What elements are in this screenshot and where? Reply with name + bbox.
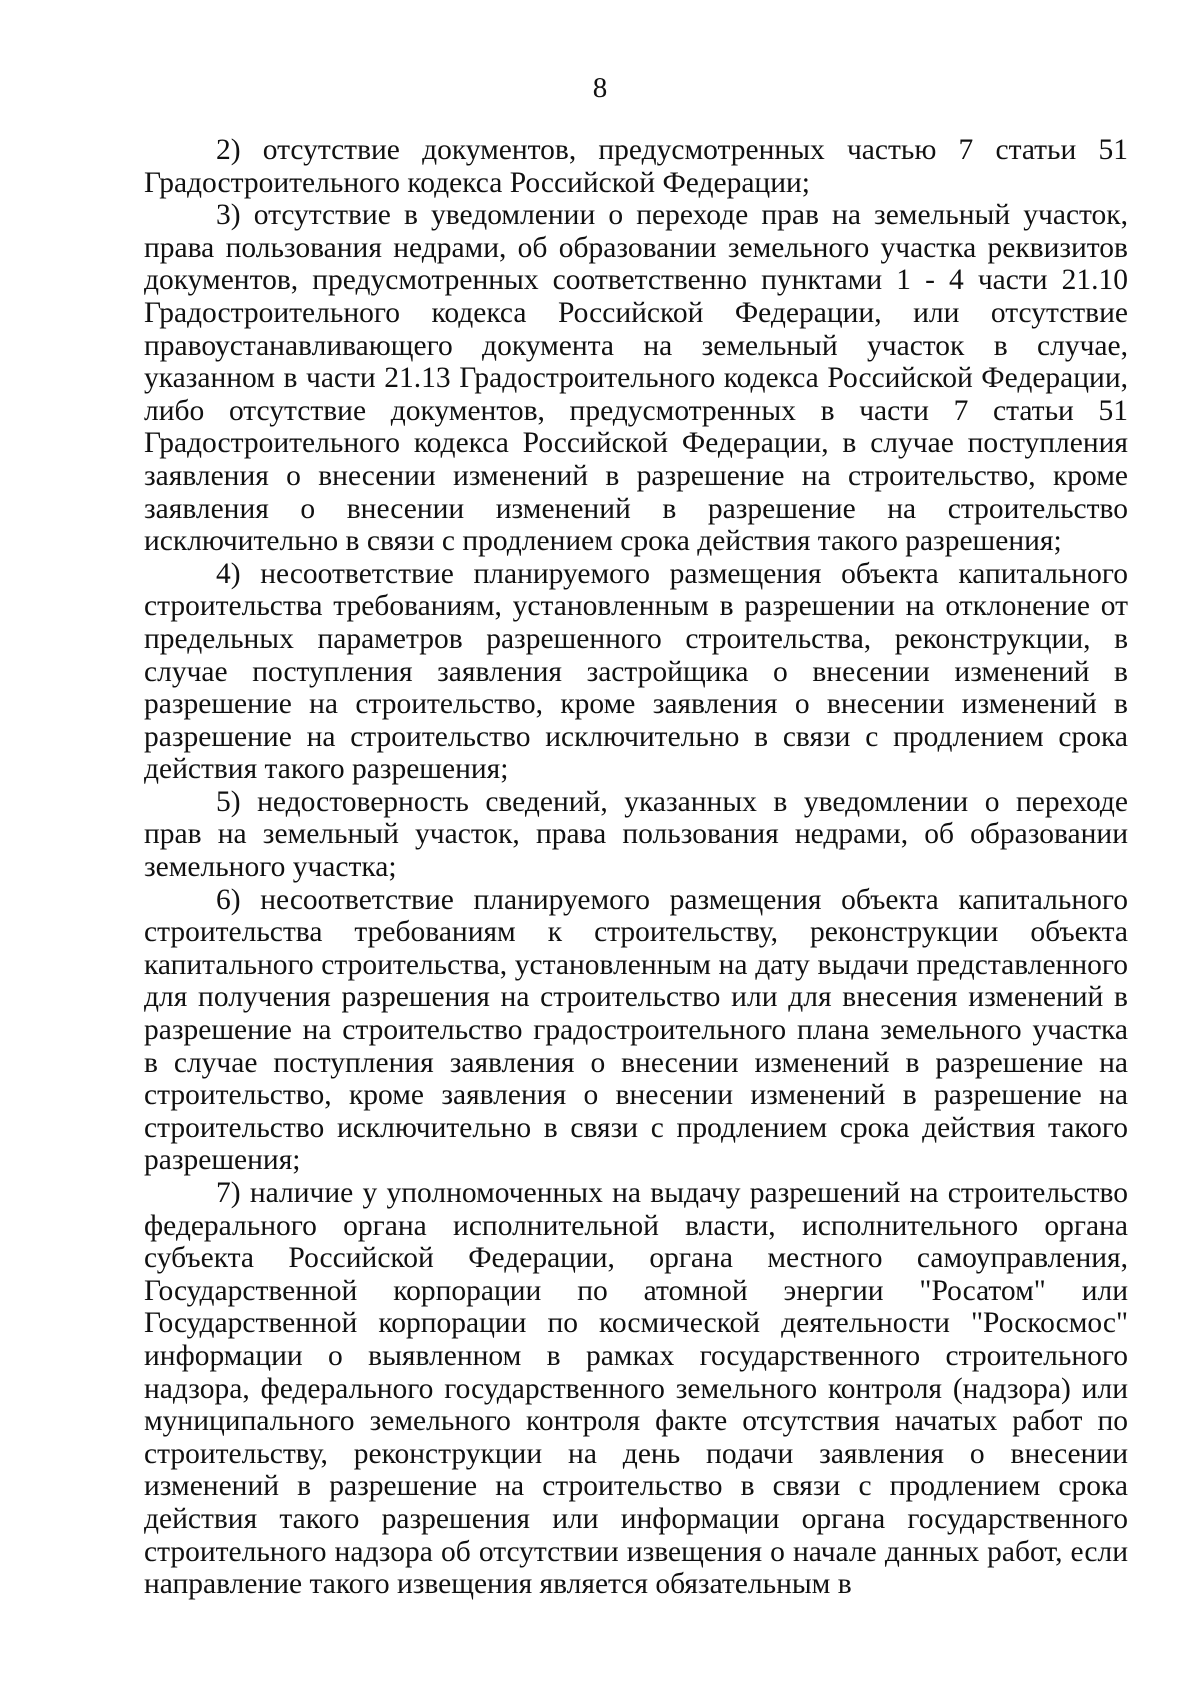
page-number: 8 <box>592 72 608 104</box>
list-item-2: 2) отсутствие документов, предусмотренных частью 7 статьи 51 Градостроительного кодекса Российской Федерации; <box>144 134 1128 199</box>
list-item-3: 3) отсутствие в уведомлении о переходе прав на земельный участок, права пользования недрами, об образовании земельного участка реквизитов документов, предусмотренных соответственно пунктами 1 - 4 части 21.10 Градостроительного кодекса Российской Федерации, или отсутствие правоустанавливающего документа на земельный участок в случае, указанном в части 21.13 Градостроительного кодекса Российской Федерации, либо отсутствие документов, предусмотренных в части 7 статьи 51 Градостроительного кодекса Российской Федерации, в случае поступления заявления о внесении изменений в разрешение на строительство, кроме заявления о внесении изменений в разрешение на строительство исключительно в связи с продлением срока действия такого разрешения; <box>144 199 1128 558</box>
list-item-4: 4) несоответствие планируемого размещения объекта капитального строительства требованиям, установленным в разрешении на отклонение от предельных параметров разрешенного строительства, реконструкции, в случае поступления заявления застройщика о внесении изменений в разрешение на строительство, кроме заявления о внесении изменений в разрешение на строительство исключительно в связи с продлением срока действия такого разрешения; <box>144 557 1128 786</box>
list-item-6: 6) несоответствие планируемого размещения объекта капитального строительства требованиям к строительству, реконструкции объекта капитального строительства, установленным на дату выдачи представленного для получения разрешения на строительство или для внесения изменений в разрешение на строительство градостроительного плана земельного участка в случае поступления заявления о внесении изменений в разрешение на строительство, кроме заявления о внесении изменений в разрешение на строительство исключительно в связи с продлением срока действия такого разрешения; <box>144 883 1128 1177</box>
document-body <box>144 134 1128 1601</box>
list-item-5: 5) недостоверность сведений, указанных в уведомлении о переходе прав на земельный участок, права пользования недрами, об образовании земельного участка; <box>144 785 1128 884</box>
list-item-7: 7) наличие у уполномоченных на выдачу разрешений на строительство федерального органа исполнительной власти, исполнительного органа субъекта Российской Федерации, органа местного самоуправления, Государственной корпорации по атомной энергии "Росатом" или Государственной корпорации по космической деятельности "Роскосмос" информации о выявленном в рамках государственного строительного надзора, федерального государственного земельного контроля (надзора) или муниципального земельного контроля факте отсутствия начатых работ по строительству, реконструкции на день подачи заявления о внесении изменений в разрешение на строительство в связи с продлением срока действия такого разрешения или информации органа государственного строительного надзора об отсутствии извещения о начале данных работ, если направление такого извещения является обязательным в <box>144 1177 1128 1601</box>
